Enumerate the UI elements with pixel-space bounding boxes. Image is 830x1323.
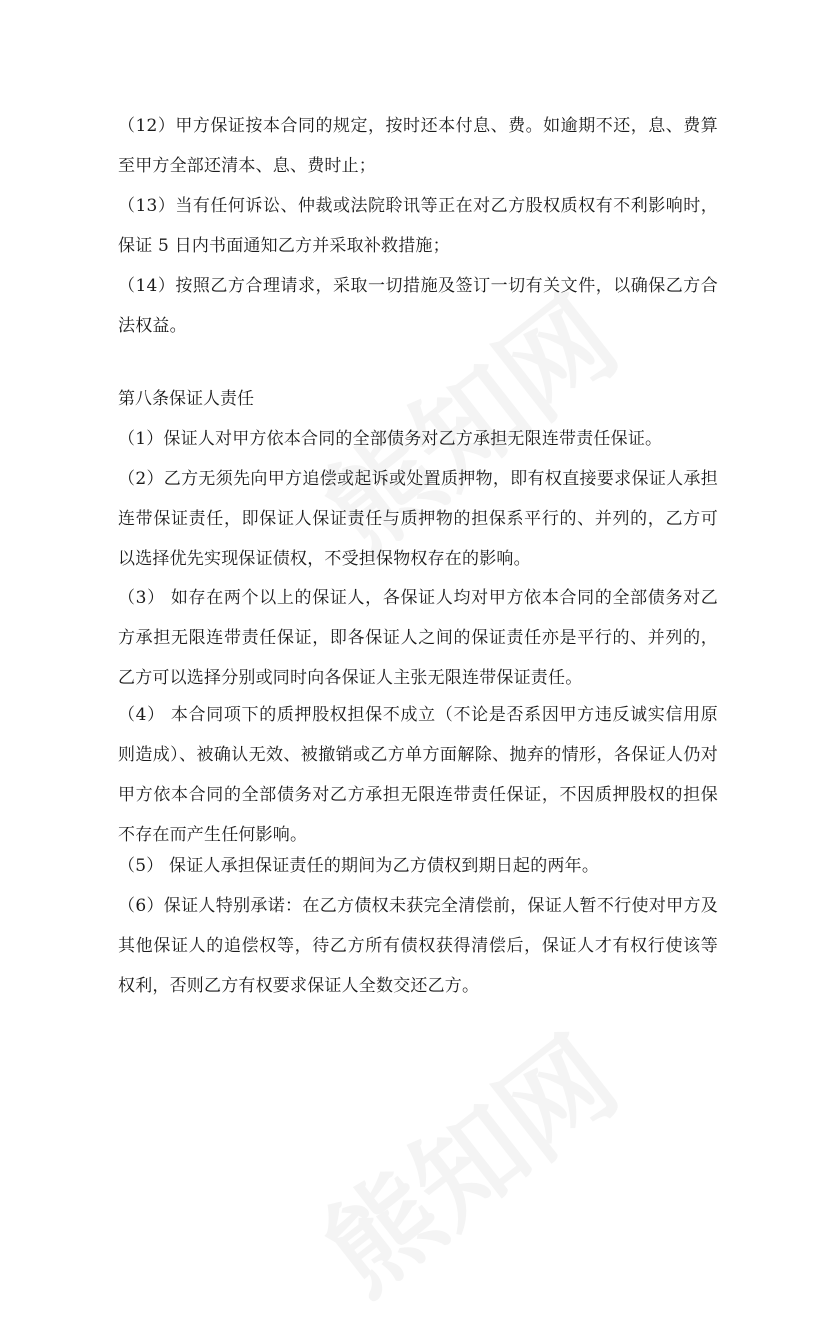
guarantor-item-1: （1）保证人对甲方依本合同的全部债务对乙方承担无限连带责任保证。 (118, 429, 663, 449)
guarantor-item-3: （3） 如存在两个以上的保证人，各保证人均对甲方依本合同的全部债务对乙方承担无限连带责任保证，即各保证人之间的保证责任亦是平行的、并列的，乙方可以选择分别或同时向各保证人主张无限连带保证责任。 (118, 588, 718, 688)
clause-12: （12）甲方保证按本合同的规定，按时还本付息、费。如逾期不还，息、费算至甲方全部还清本、息、费时止； (118, 116, 718, 176)
watermark (286, 995, 643, 1323)
guarantor-item-4: （4） 本合同项下的质押股权担保不成立（不论是否系因甲方违反诚实信用原则造成）、被确认无效、被撤销或乙方单方面解除、抛弃的情形，各保证人仍对甲方依本合同的全部债务对乙方承担无限连带责任保证，不因质押股权的担保不存在而产生任何影响。 (118, 705, 718, 845)
guarantor-item-6: （6）保证人特别承诺：在乙方债权未获完全清偿前，保证人暂不行使对甲方及其他保证人的追偿权等，待乙方所有债权获得清偿后，保证人才有权行使该等权利，否则乙方有权要求保证人全数交还乙方。 (118, 896, 718, 996)
clause-14: （14）按照乙方合理请求，采取一切措施及签订一切有关文件，以确保乙方合法权益。 (118, 276, 718, 336)
clause-13: （13）当有任何诉讼、仲裁或法院聆讯等正在对乙方股权质权有不利影响时，保证 5 日内书面通知乙方并采取补救措施； (118, 196, 718, 256)
guarantor-item-5: （5） 保证人承担保证责任的期间为乙方债权到期日起的两年。 (118, 856, 600, 876)
article-8-title: 第八条保证人责任 (118, 389, 254, 409)
guarantor-item-2: （2）乙方无须先向甲方追偿或起诉或处置质押物，即有权直接要求保证人承担连带保证责任，即保证人保证责任与质押物的担保系平行的、并列的，乙方可以选择优先实现保证债权，不受担保物权存在的影响。 (118, 469, 718, 569)
